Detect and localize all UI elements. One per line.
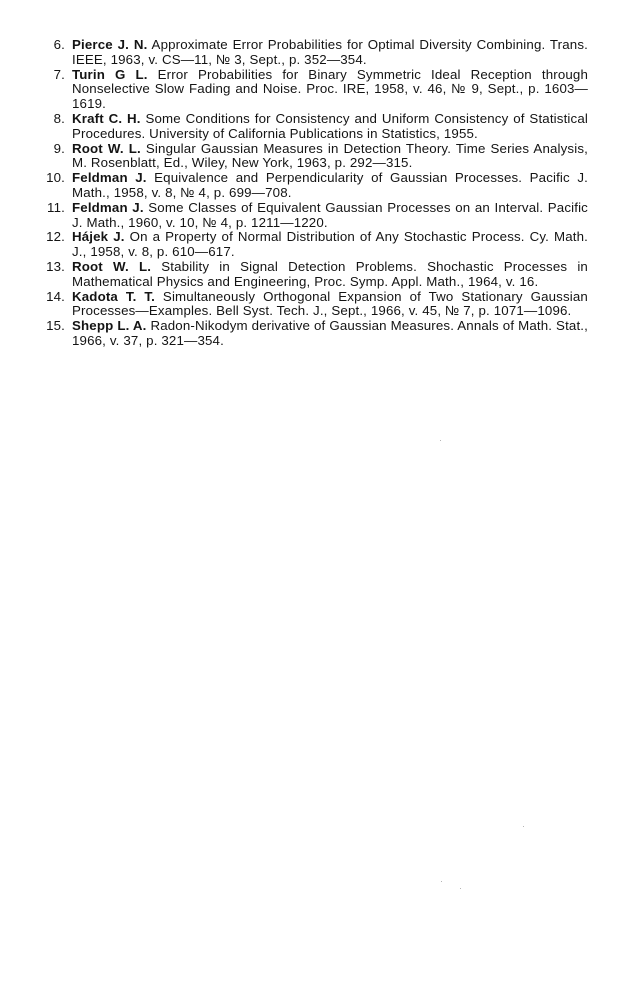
reference-text: Some Classes of Equivalent Gaussian Processes on an Interval. Pacific J. Math., 1960, v. 10, № 4, p. 1211—1220. xyxy=(72,199,588,230)
scan-speck xyxy=(523,826,524,827)
reference-item xyxy=(40,201,588,231)
reference-number: 7. xyxy=(53,66,65,82)
reference-number: 14. xyxy=(46,288,65,304)
reference-item xyxy=(40,290,588,320)
scan-speck xyxy=(460,888,461,889)
reference-item xyxy=(40,230,588,260)
reference-number: 13. xyxy=(46,258,65,274)
reference-number: 9. xyxy=(53,140,65,156)
reference-author: Feldman J. xyxy=(72,199,144,215)
reference-number: 12. xyxy=(46,229,65,245)
reference-author: Turin G L. xyxy=(72,66,148,82)
reference-text: Radon-Nikodym derivative of Gaussian Measures. Annals of Math. Stat., 1966, v. 37, p. 321—354. xyxy=(72,318,588,348)
reference-text: Error Probabilities for Binary Symmetric Ideal Reception through Nonselective Slow Fading and Noise. Proc. IRE, 1958, v. 46, № 9, Sept., p. 1603—1619. xyxy=(72,66,588,112)
reference-item xyxy=(40,142,588,172)
reference-number: 15. xyxy=(46,318,65,334)
reference-item xyxy=(40,112,588,142)
reference-number: 6. xyxy=(53,37,65,52)
reference-item xyxy=(40,260,588,290)
reference-list xyxy=(40,38,588,349)
scan-speck xyxy=(441,881,442,882)
reference-number: 8. xyxy=(53,110,65,126)
reference-text: Singular Gaussian Measures in Detection Theory. Time Series Analysis, M. Rosenblatt, Ed., Wiley, New York, 1963, p. 292—315. xyxy=(72,140,588,171)
reference-text: Simultaneously Orthogonal Expansion of Two Stationary Gaussian Processes—Examples. Bell Syst. Tech. J., Sept., 1966, v. 45, № 7, p. 1071—1096. xyxy=(72,288,588,319)
reference-item xyxy=(40,68,588,112)
reference-text: Approximate Error Probabilities for Optimal Diversity Combining. Trans. IEEE, 1963, v. CS—11, № 3, Sept., p. 352—354. xyxy=(72,37,588,67)
reference-text: Equivalence and Perpendicularity of Gaussian Processes. Pacific J. Math., 1958, v. 8, № 4, p. 699—708. xyxy=(72,170,588,200)
reference-text: Stability in Signal Detection Problems. Shochastic Processes in Mathematical Physics and Engineering, Proc. Symp. Appl. Math., 1964, v. 16. xyxy=(72,258,588,289)
reference-author: Shepp L. A. xyxy=(72,318,147,334)
reference-author: Kadota T. T. xyxy=(72,288,156,304)
reference-item xyxy=(40,38,588,68)
reference-author: Feldman J. xyxy=(72,170,147,186)
reference-author: Kraft C. H. xyxy=(72,110,141,126)
scan-speck xyxy=(440,440,441,441)
reference-author: Hájek J. xyxy=(72,229,125,245)
reference-author: Root W. L. xyxy=(72,140,141,156)
reference-number: 11. xyxy=(47,199,65,215)
reference-author: Root W. L. xyxy=(72,258,152,274)
reference-number: 10. xyxy=(46,170,65,186)
reference-author: Pierce J. N. xyxy=(72,37,148,52)
reference-item xyxy=(40,171,588,201)
reference-text: Some Conditions for Consistency and Uniform Consistency of Statistical Procedures. University of California Publications in Statistics, 1955. xyxy=(72,110,588,141)
reference-text: On a Property of Normal Distribution of Any Stochastic Process. Cy. Math. J., 1958, v. 8, p. 610—617. xyxy=(72,229,588,260)
reference-item xyxy=(40,319,588,349)
